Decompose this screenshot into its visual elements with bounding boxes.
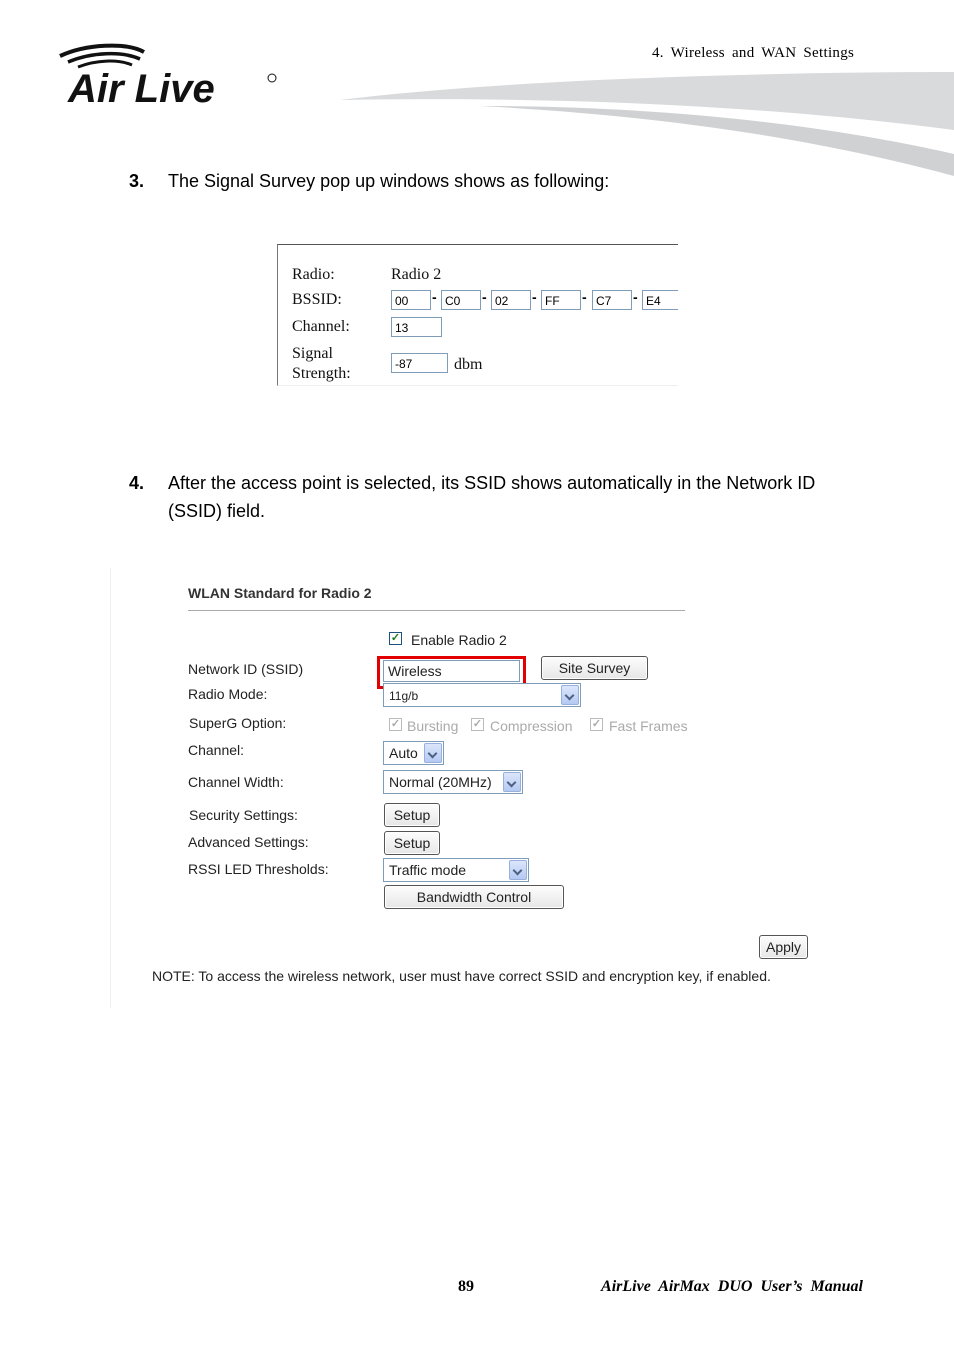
wlan-note: NOTE: To access the wireless network, user must have correct SSID and encryption key, if enabled. <box>152 968 771 984</box>
bssid-label: BSSID: <box>292 291 342 308</box>
channel-label: Channel: <box>188 742 245 758</box>
step-4-text-line-1: After the access point is selected, its SSID shows automatically in the Network ID <box>168 473 816 493</box>
rssi-value: Traffic mode <box>389 862 467 878</box>
step-4-text-line-2: (SSID) field. <box>168 501 266 521</box>
compression-checkbox[interactable]: ✓ <box>472 718 483 730</box>
enable-radio-checkbox[interactable]: ✓ <box>390 632 401 644</box>
chevron-down-icon <box>561 685 579 705</box>
network-id-input[interactable]: Wireless <box>383 660 520 682</box>
bursting-checkbox[interactable]: ✓ <box>390 718 401 730</box>
channel-value: Auto <box>389 745 418 761</box>
bandwidth-control-button[interactable]: Bandwidth Control <box>384 885 564 909</box>
radio-mode-select[interactable] <box>383 683 581 707</box>
bssid-separator: - <box>633 289 638 305</box>
enable-radio-label: Enable Radio 2 <box>411 632 507 648</box>
radio-mode-value: 11g/b <box>389 689 419 703</box>
superg-label: SuperG Option: <box>189 715 287 731</box>
network-id-label: Network ID (SSID) <box>188 661 304 677</box>
fast-frames-label: Fast Frames <box>609 718 688 734</box>
advanced-settings-label: Advanced Settings: <box>188 834 309 850</box>
bssid-separator: - <box>482 289 487 305</box>
header-swoosh <box>340 66 954 178</box>
signal-strength-field[interactable]: -87 <box>391 353 448 373</box>
channel-field[interactable]: 13 <box>391 317 442 337</box>
security-setup-button[interactable]: Setup <box>384 803 440 827</box>
apply-button[interactable]: Apply <box>759 935 808 959</box>
airlive-logo <box>56 42 280 110</box>
bssid-separator: - <box>432 289 437 305</box>
fast-frames-checkbox[interactable]: ✓ <box>591 718 602 730</box>
logo-text: Air Live <box>68 67 215 110</box>
radio-mode-label: Radio Mode: <box>188 686 268 702</box>
channel-width-select[interactable] <box>383 770 523 794</box>
bssid-octet-1[interactable]: 00 <box>391 290 431 310</box>
step-3-text: The Signal Survey pop up windows shows as following: <box>168 171 610 191</box>
radio-value: Radio 2 <box>391 266 442 283</box>
step-3-number: 3. <box>129 171 145 191</box>
bssid-separator: - <box>532 289 537 305</box>
rssi-label: RSSI LED Thresholds: <box>188 861 329 877</box>
page-number: 89 <box>458 1278 474 1295</box>
advanced-setup-button[interactable]: Setup <box>384 831 440 855</box>
strength-label: Strength: <box>292 365 351 382</box>
rssi-select[interactable] <box>383 858 529 882</box>
compression-label: Compression <box>490 718 573 734</box>
bssid-octet-3[interactable]: 02 <box>491 290 531 310</box>
manual-title: AirLive AirMax DUO User’s Manual <box>601 1278 863 1295</box>
wlan-title: WLAN Standard for Radio 2 <box>188 585 372 601</box>
airlive-logo-icon <box>56 42 280 110</box>
bssid-octet-5[interactable]: C7 <box>592 290 632 310</box>
title-divider <box>188 610 685 611</box>
channel-select[interactable] <box>383 741 444 765</box>
chevron-down-icon <box>509 860 527 880</box>
bssid-octet-6[interactable]: E4 <box>642 290 678 310</box>
bssid-separator: - <box>582 289 587 305</box>
signal-label: Signal <box>292 345 333 362</box>
chapter-heading: 4. Wireless and WAN Settings <box>652 45 855 61</box>
channel-width-value: Normal (20MHz) <box>389 774 492 790</box>
chevron-down-icon <box>503 772 521 792</box>
bursting-label: Bursting <box>407 718 459 734</box>
security-settings-label: Security Settings: <box>189 807 298 823</box>
signal-unit: dbm <box>454 356 483 373</box>
bssid-octet-2[interactable]: C0 <box>441 290 481 310</box>
bssid-octet-4[interactable]: FF <box>541 290 581 310</box>
radio-label: Radio: <box>292 266 335 283</box>
site-survey-button[interactable]: Site Survey <box>541 656 648 680</box>
channel-label: Channel: <box>292 318 350 335</box>
channel-width-label: Channel Width: <box>188 774 284 790</box>
chevron-down-icon <box>424 743 442 763</box>
signal-survey-popup <box>277 244 678 386</box>
step-4-number: 4. <box>129 473 145 493</box>
